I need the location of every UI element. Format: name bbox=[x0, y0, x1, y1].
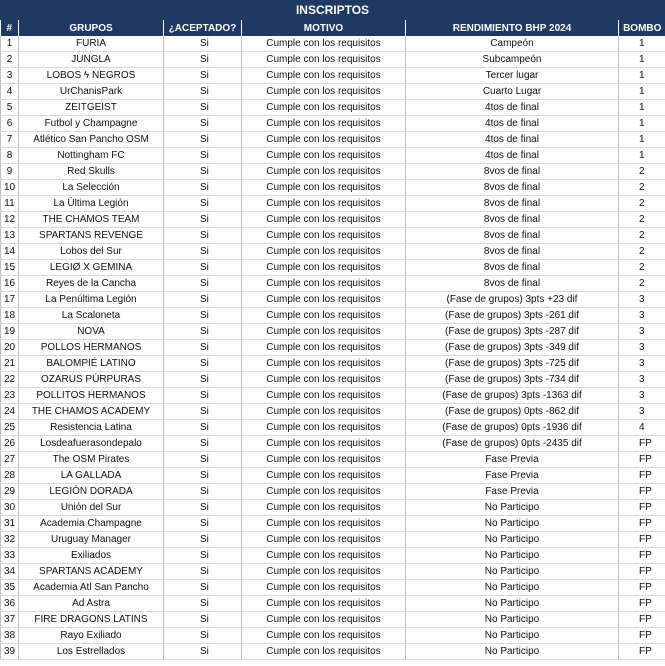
pot-cell: FP bbox=[619, 532, 665, 548]
row-number: 16 bbox=[1, 276, 19, 292]
table-row bbox=[1, 100, 665, 116]
performance-cell: (Fase de grupos) 3pts -287 dif bbox=[406, 324, 619, 340]
registrations-table bbox=[0, 20, 665, 660]
table-row bbox=[1, 516, 665, 532]
group-name: Losdeafuerasondepalo bbox=[19, 436, 164, 452]
performance-cell: (Fase de grupos) 3pts -1363 dif bbox=[406, 388, 619, 404]
reason-cell: Cumple con los requisitos bbox=[242, 420, 406, 436]
pot-cell: FP bbox=[619, 596, 665, 612]
reason-cell: Cumple con los requisitos bbox=[242, 276, 406, 292]
pot-cell: 3 bbox=[619, 372, 665, 388]
accepted-cell: Si bbox=[164, 468, 242, 484]
group-name: POLLITOS HERMANOS bbox=[19, 388, 164, 404]
table-row bbox=[1, 196, 665, 212]
group-name: NOVA bbox=[19, 324, 164, 340]
row-number: 19 bbox=[1, 324, 19, 340]
accepted-cell: Si bbox=[164, 36, 242, 52]
row-number: 5 bbox=[1, 100, 19, 116]
pot-cell: FP bbox=[619, 548, 665, 564]
table-row bbox=[1, 292, 665, 308]
header-row bbox=[1, 20, 665, 36]
row-number: 32 bbox=[1, 532, 19, 548]
pot-cell: FP bbox=[619, 484, 665, 500]
row-number: 33 bbox=[1, 548, 19, 564]
accepted-cell: Si bbox=[164, 436, 242, 452]
row-number: 14 bbox=[1, 244, 19, 260]
performance-cell: No Participo bbox=[406, 644, 619, 660]
table-row bbox=[1, 580, 665, 596]
performance-cell: (Fase de grupos) 3pts -725 dif bbox=[406, 356, 619, 372]
accepted-cell: Si bbox=[164, 116, 242, 132]
row-number: 11 bbox=[1, 196, 19, 212]
table-row bbox=[1, 356, 665, 372]
table-row bbox=[1, 340, 665, 356]
pot-cell: FP bbox=[619, 516, 665, 532]
performance-cell: 4tos de final bbox=[406, 148, 619, 164]
reason-cell: Cumple con los requisitos bbox=[242, 580, 406, 596]
group-name: FIRE DRAGONS LATINS bbox=[19, 612, 164, 628]
pot-cell: 2 bbox=[619, 164, 665, 180]
row-number: 39 bbox=[1, 644, 19, 660]
accepted-cell: Si bbox=[164, 628, 242, 644]
performance-cell: 8vos de final bbox=[406, 164, 619, 180]
performance-cell: No Participo bbox=[406, 500, 619, 516]
group-name: ZEITGEIST bbox=[19, 100, 164, 116]
reason-cell: Cumple con los requisitos bbox=[242, 308, 406, 324]
row-number: 23 bbox=[1, 388, 19, 404]
reason-cell: Cumple con los requisitos bbox=[242, 196, 406, 212]
row-number: 35 bbox=[1, 580, 19, 596]
performance-cell: (Fase de grupos) 0pts -1936 dif bbox=[406, 420, 619, 436]
accepted-cell: Si bbox=[164, 516, 242, 532]
pot-cell: FP bbox=[619, 612, 665, 628]
pot-cell: 3 bbox=[619, 292, 665, 308]
reason-cell: Cumple con los requisitos bbox=[242, 548, 406, 564]
group-name: Uruguay Manager bbox=[19, 532, 164, 548]
performance-cell: No Participo bbox=[406, 548, 619, 564]
row-number: 36 bbox=[1, 596, 19, 612]
accepted-cell: Si bbox=[164, 340, 242, 356]
group-name: Exiliados bbox=[19, 548, 164, 564]
performance-cell: No Participo bbox=[406, 628, 619, 644]
pot-cell: 3 bbox=[619, 388, 665, 404]
performance-cell: Fase Previa bbox=[406, 484, 619, 500]
group-name: Rayo Exiliado bbox=[19, 628, 164, 644]
table-row bbox=[1, 612, 665, 628]
reason-cell: Cumple con los requisitos bbox=[242, 148, 406, 164]
row-number: 28 bbox=[1, 468, 19, 484]
pot-cell: FP bbox=[619, 468, 665, 484]
row-number: 21 bbox=[1, 356, 19, 372]
reason-cell: Cumple con los requisitos bbox=[242, 164, 406, 180]
performance-cell: 8vos de final bbox=[406, 276, 619, 292]
accepted-cell: Si bbox=[164, 52, 242, 68]
header-reason: MOTIVO bbox=[242, 20, 406, 36]
accepted-cell: Si bbox=[164, 228, 242, 244]
row-number: 2 bbox=[1, 52, 19, 68]
group-name: UrChanisPark bbox=[19, 84, 164, 100]
row-number: 18 bbox=[1, 308, 19, 324]
header-number: # bbox=[1, 20, 19, 36]
group-name: Academia Champagne bbox=[19, 516, 164, 532]
table-row bbox=[1, 564, 665, 580]
row-number: 12 bbox=[1, 212, 19, 228]
row-number: 31 bbox=[1, 516, 19, 532]
reason-cell: Cumple con los requisitos bbox=[242, 340, 406, 356]
group-name: THE CHAMOS ACADEMY bbox=[19, 404, 164, 420]
reason-cell: Cumple con los requisitos bbox=[242, 484, 406, 500]
pot-cell: FP bbox=[619, 628, 665, 644]
table-row bbox=[1, 244, 665, 260]
accepted-cell: Si bbox=[164, 500, 242, 516]
pot-cell: 2 bbox=[619, 180, 665, 196]
group-name: Academia Atl San Pancho bbox=[19, 580, 164, 596]
pot-cell: FP bbox=[619, 452, 665, 468]
performance-cell: (Fase de grupos) 3pts -349 dif bbox=[406, 340, 619, 356]
pot-cell: FP bbox=[619, 500, 665, 516]
row-number: 29 bbox=[1, 484, 19, 500]
table-row bbox=[1, 388, 665, 404]
reason-cell: Cumple con los requisitos bbox=[242, 244, 406, 260]
accepted-cell: Si bbox=[164, 372, 242, 388]
table-row bbox=[1, 420, 665, 436]
accepted-cell: Si bbox=[164, 308, 242, 324]
reason-cell: Cumple con los requisitos bbox=[242, 644, 406, 660]
sheet-title: INSCRIPTOS bbox=[0, 0, 665, 20]
accepted-cell: Si bbox=[164, 196, 242, 212]
performance-cell: No Participo bbox=[406, 532, 619, 548]
group-name: LOBOS ϟ NEGROS bbox=[19, 68, 164, 84]
reason-cell: Cumple con los requisitos bbox=[242, 516, 406, 532]
pot-cell: 4 bbox=[619, 420, 665, 436]
reason-cell: Cumple con los requisitos bbox=[242, 116, 406, 132]
group-name: POLLOS HERMANOS bbox=[19, 340, 164, 356]
header-groups: GRUPOS bbox=[19, 20, 164, 36]
table-row bbox=[1, 308, 665, 324]
table-row bbox=[1, 276, 665, 292]
performance-cell: Tercer lugar bbox=[406, 68, 619, 84]
performance-cell: 4tos de final bbox=[406, 100, 619, 116]
group-name: FURIA bbox=[19, 36, 164, 52]
table-row bbox=[1, 36, 665, 52]
group-name: La Scaloneta bbox=[19, 308, 164, 324]
table-row bbox=[1, 116, 665, 132]
row-number: 3 bbox=[1, 68, 19, 84]
row-number: 38 bbox=[1, 628, 19, 644]
performance-cell: Campeón bbox=[406, 36, 619, 52]
row-number: 1 bbox=[1, 36, 19, 52]
group-name: Red Skulls bbox=[19, 164, 164, 180]
performance-cell: 8vos de final bbox=[406, 212, 619, 228]
table-row bbox=[1, 484, 665, 500]
pot-cell: 1 bbox=[619, 84, 665, 100]
row-number: 25 bbox=[1, 420, 19, 436]
row-number: 26 bbox=[1, 436, 19, 452]
header-pot: BOMBO bbox=[619, 20, 665, 36]
reason-cell: Cumple con los requisitos bbox=[242, 324, 406, 340]
group-name: La Selección bbox=[19, 180, 164, 196]
performance-cell: No Participo bbox=[406, 612, 619, 628]
row-number: 34 bbox=[1, 564, 19, 580]
group-name: THE CHAMOS TEAM bbox=[19, 212, 164, 228]
reason-cell: Cumple con los requisitos bbox=[242, 388, 406, 404]
table-body bbox=[1, 36, 665, 660]
reason-cell: Cumple con los requisitos bbox=[242, 500, 406, 516]
pot-cell: 3 bbox=[619, 324, 665, 340]
pot-cell: FP bbox=[619, 644, 665, 660]
group-name: BALOMPIÉ LATINO bbox=[19, 356, 164, 372]
reason-cell: Cumple con los requisitos bbox=[242, 36, 406, 52]
reason-cell: Cumple con los requisitos bbox=[242, 372, 406, 388]
reason-cell: Cumple con los requisitos bbox=[242, 564, 406, 580]
reason-cell: Cumple con los requisitos bbox=[242, 212, 406, 228]
reason-cell: Cumple con los requisitos bbox=[242, 356, 406, 372]
accepted-cell: Si bbox=[164, 580, 242, 596]
group-name: Reyes de la Cancha bbox=[19, 276, 164, 292]
accepted-cell: Si bbox=[164, 84, 242, 100]
accepted-cell: Si bbox=[164, 324, 242, 340]
table-row bbox=[1, 532, 665, 548]
accepted-cell: Si bbox=[164, 452, 242, 468]
pot-cell: 1 bbox=[619, 116, 665, 132]
row-number: 13 bbox=[1, 228, 19, 244]
group-name: OZARUS PÚRPURAS bbox=[19, 372, 164, 388]
accepted-cell: Si bbox=[164, 68, 242, 84]
performance-cell: (Fase de grupos) 0pts -2435 dif bbox=[406, 436, 619, 452]
pot-cell: 3 bbox=[619, 340, 665, 356]
row-number: 30 bbox=[1, 500, 19, 516]
group-name: Nottingham FC bbox=[19, 148, 164, 164]
reason-cell: Cumple con los requisitos bbox=[242, 228, 406, 244]
reason-cell: Cumple con los requisitos bbox=[242, 468, 406, 484]
accepted-cell: Si bbox=[164, 356, 242, 372]
table-row bbox=[1, 68, 665, 84]
table-row bbox=[1, 596, 665, 612]
pot-cell: 1 bbox=[619, 68, 665, 84]
pot-cell: 1 bbox=[619, 132, 665, 148]
pot-cell: 3 bbox=[619, 308, 665, 324]
row-number: 15 bbox=[1, 260, 19, 276]
performance-cell: (Fase de grupos) 3pts +23 dif bbox=[406, 292, 619, 308]
table-row bbox=[1, 132, 665, 148]
table-row bbox=[1, 228, 665, 244]
reason-cell: Cumple con los requisitos bbox=[242, 404, 406, 420]
row-number: 17 bbox=[1, 292, 19, 308]
reason-cell: Cumple con los requisitos bbox=[242, 132, 406, 148]
table-row bbox=[1, 84, 665, 100]
row-number: 20 bbox=[1, 340, 19, 356]
accepted-cell: Si bbox=[164, 164, 242, 180]
pot-cell: FP bbox=[619, 436, 665, 452]
row-number: 37 bbox=[1, 612, 19, 628]
performance-cell: No Participo bbox=[406, 580, 619, 596]
accepted-cell: Si bbox=[164, 612, 242, 628]
accepted-cell: Si bbox=[164, 244, 242, 260]
reason-cell: Cumple con los requisitos bbox=[242, 292, 406, 308]
pot-cell: 2 bbox=[619, 260, 665, 276]
accepted-cell: Si bbox=[164, 484, 242, 500]
header-performance: RENDIMIENTO BHP 2024 bbox=[406, 20, 619, 36]
table-row bbox=[1, 324, 665, 340]
table-row bbox=[1, 644, 665, 660]
reason-cell: Cumple con los requisitos bbox=[242, 436, 406, 452]
pot-cell: 2 bbox=[619, 276, 665, 292]
table-row bbox=[1, 548, 665, 564]
table-row bbox=[1, 468, 665, 484]
pot-cell: 3 bbox=[619, 356, 665, 372]
group-name: Resistencia Latina bbox=[19, 420, 164, 436]
table-row bbox=[1, 372, 665, 388]
performance-cell: (Fase de grupos) 3pts -734 dif bbox=[406, 372, 619, 388]
group-name: LEGIÓN DORADA bbox=[19, 484, 164, 500]
accepted-cell: Si bbox=[164, 548, 242, 564]
reason-cell: Cumple con los requisitos bbox=[242, 532, 406, 548]
table-row bbox=[1, 260, 665, 276]
accepted-cell: Si bbox=[164, 212, 242, 228]
row-number: 22 bbox=[1, 372, 19, 388]
row-number: 8 bbox=[1, 148, 19, 164]
pot-cell: 1 bbox=[619, 36, 665, 52]
performance-cell: 4tos de final bbox=[406, 132, 619, 148]
reason-cell: Cumple con los requisitos bbox=[242, 100, 406, 116]
table-row bbox=[1, 628, 665, 644]
accepted-cell: Si bbox=[164, 420, 242, 436]
reason-cell: Cumple con los requisitos bbox=[242, 452, 406, 468]
performance-cell: No Participo bbox=[406, 564, 619, 580]
performance-cell: No Participo bbox=[406, 516, 619, 532]
table-row bbox=[1, 212, 665, 228]
row-number: 24 bbox=[1, 404, 19, 420]
header-accepted: ¿ACEPTADO? bbox=[164, 20, 242, 36]
accepted-cell: Si bbox=[164, 388, 242, 404]
pot-cell: 3 bbox=[619, 404, 665, 420]
reason-cell: Cumple con los requisitos bbox=[242, 628, 406, 644]
row-number: 6 bbox=[1, 116, 19, 132]
accepted-cell: Si bbox=[164, 532, 242, 548]
table-row bbox=[1, 52, 665, 68]
accepted-cell: Si bbox=[164, 276, 242, 292]
accepted-cell: Si bbox=[164, 260, 242, 276]
group-name: La Última Legión bbox=[19, 196, 164, 212]
reason-cell: Cumple con los requisitos bbox=[242, 596, 406, 612]
table-row bbox=[1, 500, 665, 516]
table-row bbox=[1, 164, 665, 180]
accepted-cell: Si bbox=[164, 564, 242, 580]
performance-cell: Cuarto Lugar bbox=[406, 84, 619, 100]
pot-cell: 2 bbox=[619, 212, 665, 228]
performance-cell: No Participo bbox=[406, 596, 619, 612]
row-number: 27 bbox=[1, 452, 19, 468]
group-name: LA GALLADA bbox=[19, 468, 164, 484]
pot-cell: 2 bbox=[619, 244, 665, 260]
group-name: Ad Astra bbox=[19, 596, 164, 612]
performance-cell: 8vos de final bbox=[406, 180, 619, 196]
row-number: 7 bbox=[1, 132, 19, 148]
performance-cell: 8vos de final bbox=[406, 244, 619, 260]
performance-cell: Fase Previa bbox=[406, 468, 619, 484]
group-name: SPARTANS REVENGE bbox=[19, 228, 164, 244]
reason-cell: Cumple con los requisitos bbox=[242, 612, 406, 628]
performance-cell: Subcampeón bbox=[406, 52, 619, 68]
reason-cell: Cumple con los requisitos bbox=[242, 84, 406, 100]
accepted-cell: Si bbox=[164, 148, 242, 164]
performance-cell: 8vos de final bbox=[406, 228, 619, 244]
table-row bbox=[1, 436, 665, 452]
table-row bbox=[1, 404, 665, 420]
group-name: Unión del Sur bbox=[19, 500, 164, 516]
row-number: 9 bbox=[1, 164, 19, 180]
pot-cell: FP bbox=[619, 564, 665, 580]
group-name: JUNGLA bbox=[19, 52, 164, 68]
pot-cell: 1 bbox=[619, 52, 665, 68]
pot-cell: FP bbox=[619, 580, 665, 596]
performance-cell: 4tos de final bbox=[406, 116, 619, 132]
group-name: Los Estrellados bbox=[19, 644, 164, 660]
accepted-cell: Si bbox=[164, 100, 242, 116]
accepted-cell: Si bbox=[164, 404, 242, 420]
performance-cell: 8vos de final bbox=[406, 196, 619, 212]
group-name: Atlético San Pancho OSM bbox=[19, 132, 164, 148]
reason-cell: Cumple con los requisitos bbox=[242, 68, 406, 84]
accepted-cell: Si bbox=[164, 292, 242, 308]
group-name: The OSM Pirates bbox=[19, 452, 164, 468]
table-row bbox=[1, 180, 665, 196]
performance-cell: Fase Previa bbox=[406, 452, 619, 468]
group-name: Lobos del Sur bbox=[19, 244, 164, 260]
table-row bbox=[1, 452, 665, 468]
reason-cell: Cumple con los requisitos bbox=[242, 180, 406, 196]
pot-cell: 2 bbox=[619, 228, 665, 244]
accepted-cell: Si bbox=[164, 644, 242, 660]
group-name: SPARTANS ACADEMY bbox=[19, 564, 164, 580]
row-number: 10 bbox=[1, 180, 19, 196]
performance-cell: 8vos de final bbox=[406, 260, 619, 276]
pot-cell: 1 bbox=[619, 148, 665, 164]
group-name: LEGIØ X GEMINA bbox=[19, 260, 164, 276]
group-name: Futbol y Champagne bbox=[19, 116, 164, 132]
performance-cell: (Fase de grupos) 3pts -261 dif bbox=[406, 308, 619, 324]
accepted-cell: Si bbox=[164, 132, 242, 148]
reason-cell: Cumple con los requisitos bbox=[242, 260, 406, 276]
row-number: 4 bbox=[1, 84, 19, 100]
pot-cell: 2 bbox=[619, 196, 665, 212]
group-name: La Penúltima Legión bbox=[19, 292, 164, 308]
accepted-cell: Si bbox=[164, 180, 242, 196]
pot-cell: 1 bbox=[619, 100, 665, 116]
performance-cell: (Fase de grupos) 0pts -862 dif bbox=[406, 404, 619, 420]
reason-cell: Cumple con los requisitos bbox=[242, 52, 406, 68]
accepted-cell: Si bbox=[164, 596, 242, 612]
table-row bbox=[1, 148, 665, 164]
